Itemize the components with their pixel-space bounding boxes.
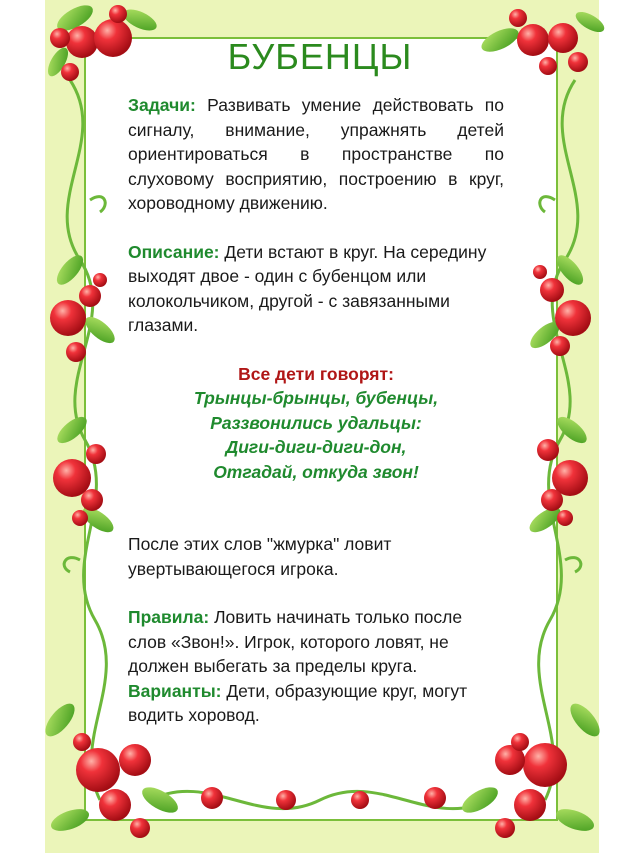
variants-paragraph (128, 679, 504, 728)
tasks-text: Развивать умение действовать по сигналу, внимание, упражнять детей ориентироваться в пространстве по слуховому восприятию, построению в круг, хороводному движению. (128, 95, 504, 213)
verse-line: Раззвонились удальцы: (210, 412, 422, 433)
rules-label: Правила: (128, 607, 210, 627)
variants-label: Варианты: (128, 680, 222, 701)
description-paragraph (128, 240, 504, 338)
verse-heading: Все дети говорят: (238, 363, 394, 384)
after-verse-paragraph: После этих слов "жмурка" ловит увертывающегося игрока. (128, 534, 392, 579)
rules-paragraph (128, 605, 504, 679)
variants-text: Дети, образующие круг, могут водить хоровод. (128, 680, 468, 725)
tasks-label: Задачи: (128, 95, 196, 115)
verse-line: Трынцы-брынцы, бубенцы, (193, 388, 439, 408)
tasks-paragraph (128, 93, 504, 216)
description-label: Описание: (128, 241, 220, 262)
verse-line: Диги-диги-диги-дон, (225, 437, 407, 457)
game-description (128, 93, 504, 728)
verse-line: Отгадай, откуда звон! (213, 461, 419, 482)
rules-text: Ловить начинать только после слов «Звон!». Игрок, которого ловят, не должен выбегать за пределы круга. (128, 607, 463, 676)
page-title: БУБЕНЦЫ (227, 36, 413, 77)
description-text: Дети встают в круг. На середину выходят двое - один с бубенцом или колокольчиком, другой - с завязанными глазами. (128, 241, 487, 335)
